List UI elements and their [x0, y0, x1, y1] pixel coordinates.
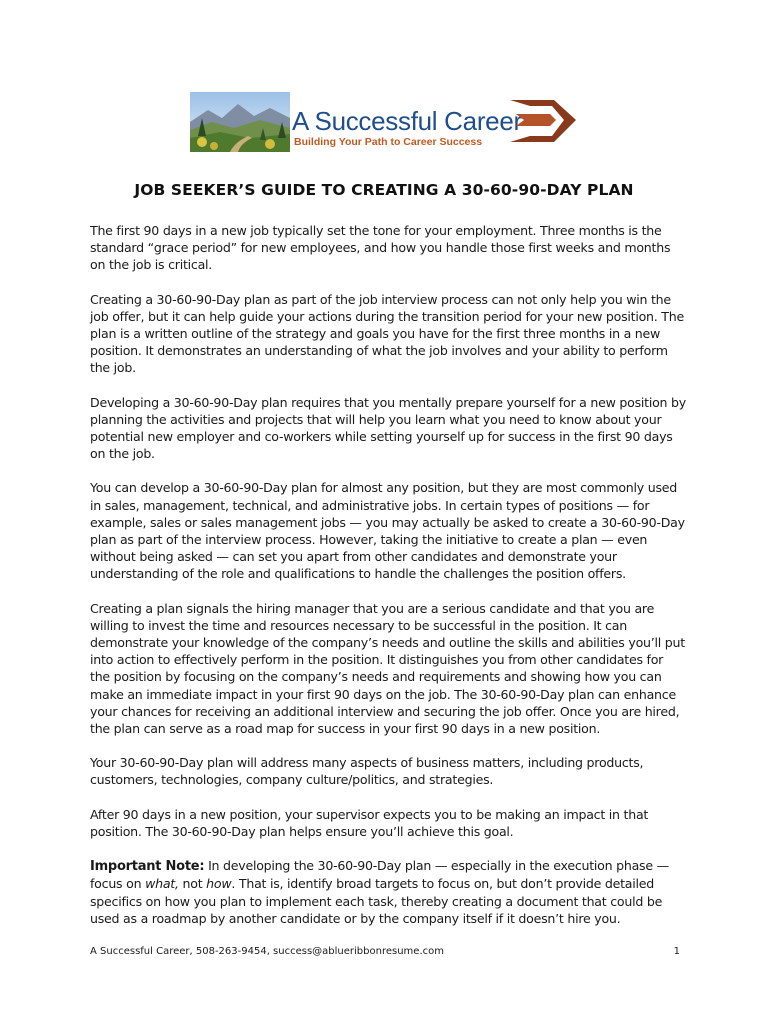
paragraph: Developing a 30-60-90-Day plan requires that you mentally prepare yourself for a new position by planning the activities and projects that will help you learn what you need to know about your potential new employer and co-workers while setting yourself up for success in the first 90 days on the job. — [90, 394, 686, 462]
footer-contact: A Successful Career, 508-263-9454, success@ablueribbonresume.com — [90, 946, 444, 957]
important-note-label: Important Note: — [90, 859, 205, 875]
logo-title: A Successful Career — [292, 106, 522, 136]
company-logo — [190, 92, 578, 152]
important-note-text: In developing the 30-60-90-Day plan — especially in the execution phase — focus on — [90, 858, 669, 892]
important-note-emphasis: what, — [145, 876, 179, 892]
logo-landscape-image — [190, 92, 290, 152]
important-note-text: not — [178, 876, 207, 892]
paragraph: After 90 days in a new position, your supervisor expects you to be making an impact in that position. The 30-60-90-Day plan helps ensure you’ll achieve this goal. — [90, 806, 649, 839]
important-note-emphasis: how — [206, 876, 232, 892]
paragraph: The first 90 days in a new job typically set the tone for your employment. Three months is the standard “grace period” for new employees, and how you handle those first weeks and months on the job is critical. — [90, 223, 671, 273]
logo-tagline: Building Your Path to Career Success — [294, 136, 483, 148]
paragraph: You can develop a 30-60-90-Day plan for almost any position, but they are most commonly used in sales, management, technical, and administrative jobs. In certain types of positions — for example, sales or sales management jobs — you may actually be asked to create a 30-60-90-Day plan as part of the interview process. However, taking the initiative to create a plan — even without being asked — can set you apart from other candidates and demonstrate your understanding of the role and qualifications to handle the challenges the position offers. — [90, 480, 685, 582]
document-body — [90, 222, 686, 927]
paragraph: Your 30-60-90-Day plan will address many aspects of business matters, including products, customers, technologies, company culture/politics, and strategies. — [90, 755, 644, 788]
important-note — [90, 857, 686, 927]
page-number: 1 — [673, 946, 680, 957]
paragraph: Creating a plan signals the hiring manager that you are a serious candidate and that you are willing to invest the time and resources necessary to be successful in the position. It can demonstrate your knowledge of the company’s needs and outline the skills and abilities you’ll put into action to effectively perform in the position. It distinguishes you from other candidates for the position by focusing on the company’s needs and requirements and showing how you can make an immediate impact in your first 90 days on the job. The 30-60-90-Day plan can enhance your chances for receiving an additional interview and securing the job offer. Once you are hired, the plan can serve as a road map for success in your first 90 days in a new position. — [90, 600, 685, 737]
paragraph: Creating a 30-60-90-Day plan as part of the job interview process can not only help you win the job offer, but it can help guide your actions during the transition period for your new position. The plan is a written outline of the strategy and goals you have for the first three months in a new position. It demonstrates an understanding of what the job involves and your ability to perform the job. — [90, 291, 684, 376]
logo-ribbon-mark — [510, 96, 576, 146]
important-note-text: . That is, identify broad targets to focus on, but don’t provide detailed specifics on how you plan to implement each task, thereby creating a document that could be used as a roadmap by another candidate or by the company itself if it doesn’t hire you. — [90, 876, 663, 926]
document-title: JOB SEEKER’S GUIDE TO CREATING A 30-60-90-DAY PLAN — [134, 181, 634, 199]
